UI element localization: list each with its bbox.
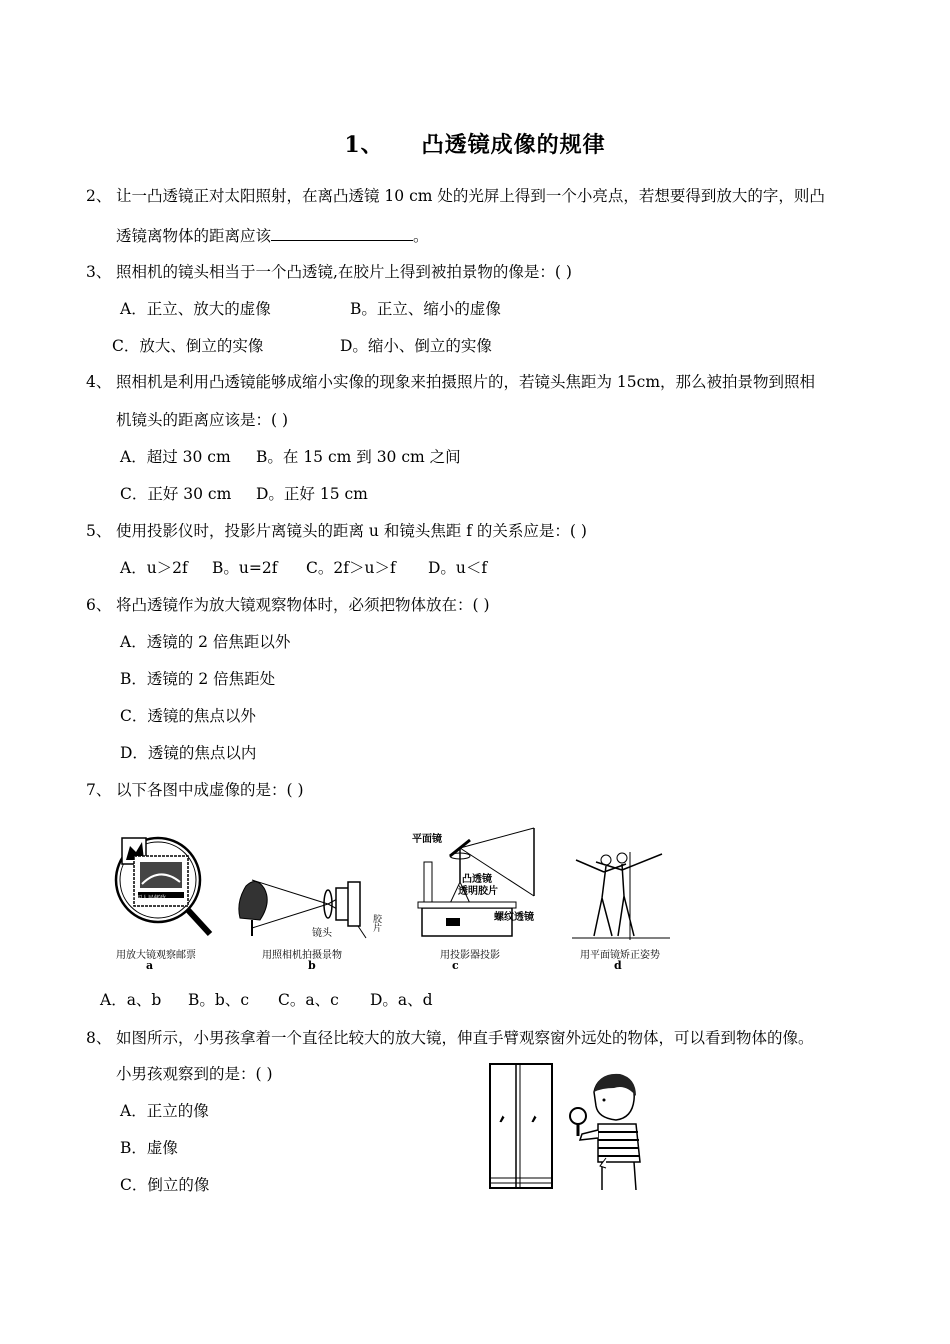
option-d[interactable]: D．透镜的焦点以内 [120,744,257,762]
question-text-line2: 机镜头的距离应该是：( ) [116,411,289,429]
option-d[interactable]: D。缩小、倒立的实像 [340,337,492,355]
answer-blank[interactable] [271,226,413,241]
boy-with-magnifier-figure [486,1062,646,1194]
title-number: 1、 [344,132,384,158]
question-text: 将凸透镜作为放大镜观察物体时，必须把物体放在：( ) [116,596,490,614]
option-c[interactable]: C．放大、倒立的实像 [112,337,264,355]
question-number: 4、 [86,373,112,391]
option-b[interactable]: B。u=2f [212,559,278,577]
question-number: 2、 [86,187,112,205]
question-text: 使用投影仪时，投影片离镜头的距离 u 和镜头焦距 f 的关系应是：( ) [116,522,587,540]
title-text: 凸透镜成像的规律 [421,132,606,158]
figure-d-letter: d [614,959,622,972]
stamp-text: 中国人民邮政 [130,895,167,902]
question-text-line1: 如图所示，小男孩拿着一个直径比较大的放大镜，伸直手臂观察窗外远处的物体，可以看到物体的像。 [116,1029,814,1047]
option-a[interactable]: A．a、b [100,991,162,1009]
option-a[interactable]: A．透镜的 2 倍焦距以外 [120,633,291,651]
transparency-label: 透明胶片 [458,886,498,897]
option-b[interactable]: B．虚像 [120,1139,178,1157]
option-c[interactable]: C。2f＞u＞f [306,559,396,577]
question-text-line2: 小男孩观察到的是：( ) [116,1065,273,1083]
figure-c-caption: 用投影器投影 [440,950,500,961]
figure-b-caption: 用照相机拍摄景物 [262,950,342,961]
mirror-label: 平面镜 [412,834,442,845]
question-2-line2 [116,226,429,246]
question-number: 7、 [86,781,112,799]
option-a[interactable]: A．u＞2f [120,559,188,577]
option-d[interactable]: D。u＜f [428,559,488,577]
question-number: 5、 [86,522,112,540]
option-a[interactable]: A．超过 30 cm [120,448,231,466]
question-text-line1: 让一凸透镜正对太阳照射，在离凸透镜 10 cm 处的光屏上得到一个小亮点，若想要得到放大的字，则凸 [116,187,825,205]
option-b[interactable]: B。在 15 cm 到 30 cm 之间 [256,448,461,466]
page-title [0,128,950,159]
option-b[interactable]: B。正立、缩小的虚像 [350,300,501,318]
question-text: 照相机的镜头相当于一个凸透镜,在胶片上得到被拍景物的像是：( ) [116,263,572,281]
question-number: 3、 [86,263,112,281]
option-a[interactable]: A．正立的像 [120,1102,209,1120]
figure-c-letter: c [452,959,459,972]
magnifier-stamp-figure [110,822,220,942]
question-number: 6、 [86,596,112,614]
figure-b-letter: b [308,959,316,972]
fresnel-lens-label: 螺纹透镜 [494,912,534,923]
option-c[interactable]: C．透镜的焦点以外 [120,707,256,725]
option-c[interactable]: C．正好 30 cm [120,485,232,503]
option-c[interactable]: C．倒立的像 [120,1176,210,1194]
option-b[interactable]: B．透镜的 2 倍焦距处 [120,670,276,688]
figure-a-caption: 用放大镜观察邮票 [116,950,196,961]
question-text-line1: 照相机是利用凸透镜能够成缩小实像的现象来拍摄照片的，若镜头焦距为 15cm，那么被拍景物到照相 [116,373,816,391]
option-a[interactable]: A．正立、放大的虚像 [120,300,271,318]
figure-d-caption: 用平面镜矫正姿势 [580,950,660,961]
question-number: 8、 [86,1029,112,1047]
option-d[interactable]: D。正好 15 cm [256,485,368,503]
film-label: 胶片 [371,914,381,932]
convex-lens-label: 凸透镜 [462,874,492,885]
figure-a-letter: a [146,959,154,972]
question-text: 以下各图中成虚像的是：( ) [116,781,304,799]
question-text-end: 。 [413,227,429,245]
lens-label: 镜头 [312,928,332,939]
figure-strip [110,822,690,972]
question-text-line2: 透镜离物体的距离应该 [116,227,272,245]
mirror-posture-figure [566,848,676,944]
option-b[interactable]: B。b、c [188,991,249,1009]
option-c[interactable]: C。a、c [278,991,339,1009]
option-d[interactable]: D。a、d [370,991,433,1009]
